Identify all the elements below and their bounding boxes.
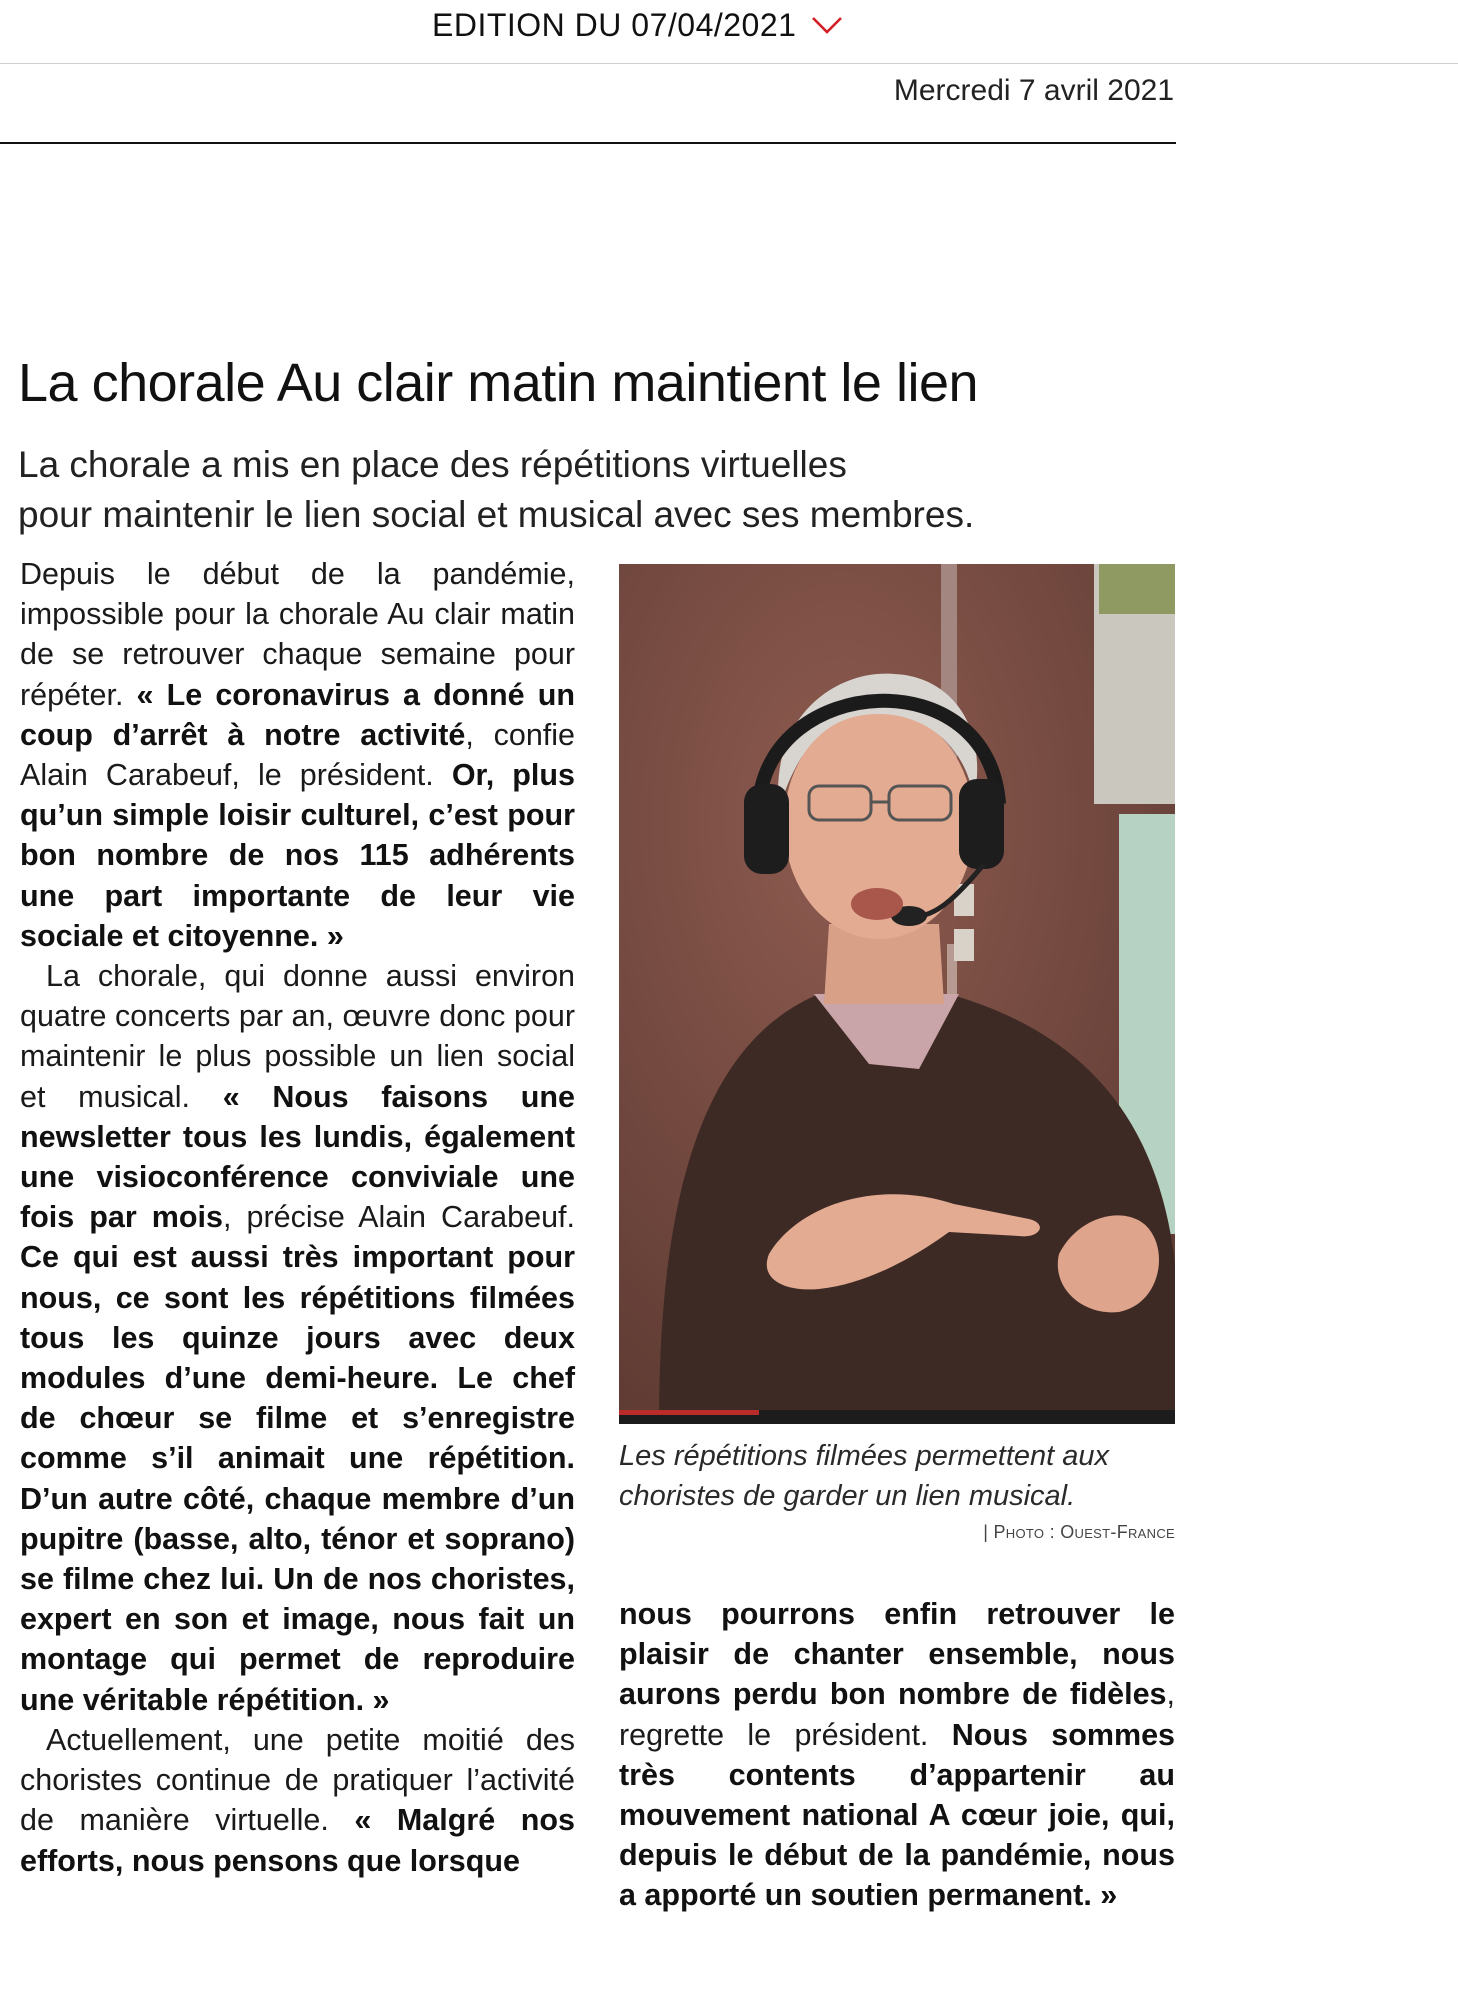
article-column-left — [20, 554, 575, 1881]
p1-text-2: , confie Alain Carabeuf, le président. — [20, 717, 575, 793]
p4-text-1: , regrette le président. — [619, 1677, 1175, 1752]
paragraph-3 — [20, 1720, 575, 1881]
edition-bar — [0, 0, 1458, 64]
lead-line-2: pour maintenir le lien social et musical avec ses membres. — [18, 494, 975, 535]
paragraph-2 — [20, 956, 575, 1720]
p1-text-1: Depuis le début de la pandémie, impossible pour la chorale Au clair matin de se retrouver chaque semaine pour répéter. — [20, 557, 575, 712]
publication-date: Mercredi 7 avril 2021 — [893, 74, 1174, 107]
chevron-down-icon[interactable] — [810, 14, 844, 36]
article-title: La chorale Au clair matin maintient le lien — [18, 353, 979, 413]
p1-quote-1: « Le coronavirus a donné un coup d’arrêt à notre activité — [20, 677, 575, 752]
photo-caption: Les répétitions filmées permettent aux choristes de garder un lien musical. — [619, 1440, 1110, 1512]
p3-quote-1: « Malgré nos efforts, nous pensons que lorsque — [20, 1803, 575, 1878]
paragraph-4 — [619, 1594, 1175, 1916]
header-divider — [0, 142, 1176, 144]
photo-illustration — [619, 564, 1175, 1424]
p2-quote-1: « Nous faisons une newsletter tous les lundis, également une visioconférence conviviale une fois par mois — [20, 1079, 575, 1235]
article-column-right — [619, 1594, 1175, 1916]
photo-credit: | Photo : Ouest-France — [983, 1522, 1175, 1542]
p4-quote-2: Nous sommes très contents d’appartenir au mouvement national A cœur joie, qui, depuis le début de la pandémie, nous a apporté un soutien permanent. » — [619, 1717, 1176, 1913]
lead-line-1: La chorale a mis en place des répétitions virtuelles — [18, 444, 847, 485]
p1-quote-2: Or, plus qu’un simple loisir culturel, c’est pour bon nombre de nos 115 adhérents une part importante de leur vie sociale et citoyenne. » — [20, 758, 576, 953]
article-photo — [619, 564, 1175, 1424]
paragraph-1 — [20, 554, 575, 956]
edition-label: EDITION DU 07/04/2021 — [432, 6, 797, 43]
p4-quote-1: nous pourrons enfin retrouver le plaisir de chanter ensemble, nous aurons perdu bon nombre de fidèles — [619, 1597, 1175, 1712]
p3-text-1: Actuellement, une petite moitié des choristes continue de pratiquer l’activité de manière virtuelle. — [20, 1722, 575, 1838]
p2-text-2: , précise Alain Carabeuf. — [222, 1200, 575, 1235]
edition-selector[interactable] — [432, 4, 844, 46]
p2-quote-2: Ce qui est aussi très important pour nous, ce sont les répétitions filmées tous les quinze jours avec deux modules d’une demi-heure. Le chef de chœur se filme et s’enregistre comme s’il animait une répétition. D’un autre côté, chaque membre d’un pupitre (basse, alto, ténor et soprano) se filme chez lui. Un de nos choristes, expert en son et image, nous fait un montage qui permet de reproduire une véritable répétition. » — [20, 1240, 575, 1717]
article-lead — [18, 440, 1168, 540]
p2-text-1: La chorale, qui donne aussi environ quatre concerts par an, œuvre donc pour maintenir le plus possible un lien social et musical. — [20, 959, 575, 1114]
